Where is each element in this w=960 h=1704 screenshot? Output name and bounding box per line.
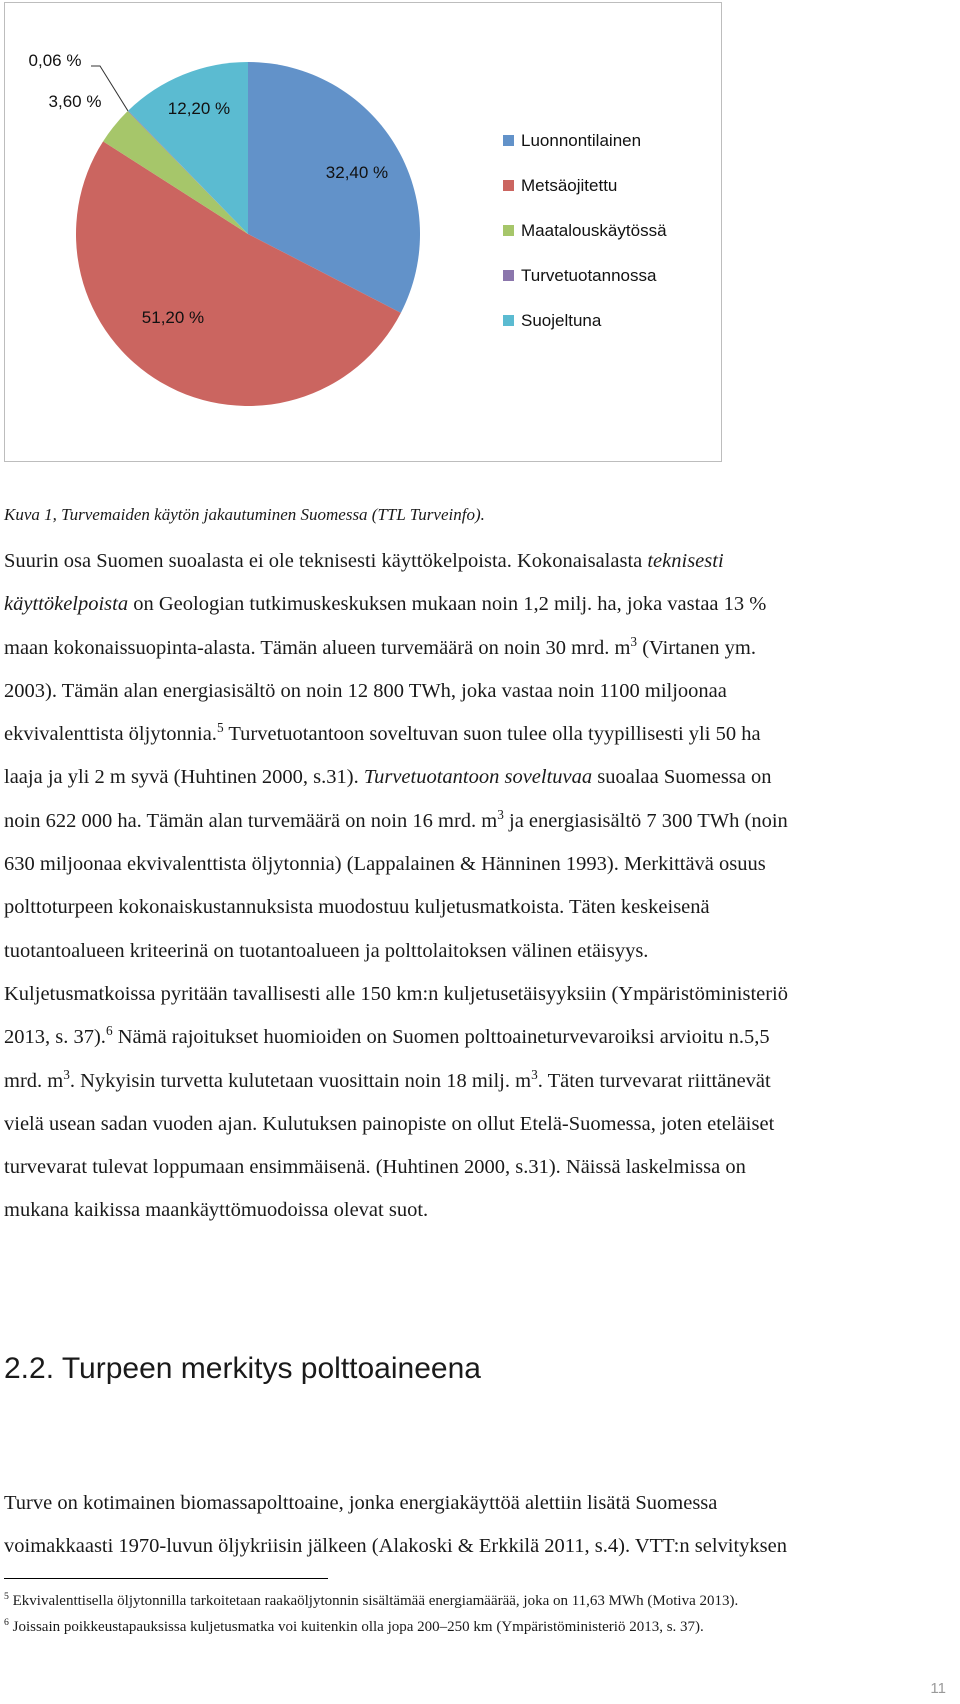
page-number: 11 [930,1680,946,1697]
legend-label-maatalouskäytössä: Maatalouskäytössä [521,221,667,240]
footnote-divider [4,1578,328,1579]
footnote-ref-6[interactable]: 6 [105,1023,113,1039]
data-label-turvetuotannossa: 0,06 % [28,51,82,70]
legend-swatch-suojeltuna [503,315,514,326]
paragraph-peat-fuel: Turve on kotimainen biomassapolttoaine, jonka energiakäyttöä alettiin lisätä Suomessa voimakkaasti 1970-luvun öljykriisin jälkeen (Alakoski & Erkkilä 2011, s.4). VTT:n selvityksen [4,1492,787,1558]
legend-swatch-maatalouskäytössä [503,225,514,236]
legend-label-turvetuotannossa: Turvetuotannossa [521,266,657,285]
legend-label-luonnontilainen: Luonnontilainen [521,131,642,150]
legend-label-suojeltuna: Suojeltuna [521,311,602,330]
pie-chart [4,2,722,462]
legend-swatch-luonnontilainen [503,135,514,146]
footnote-5: $^5$ Ekvivalenttisella öljytonnilla tarkoitetaan raakaöljytonnin sisältämää energiamäärää, joka on 11,63 MWh (Motiva 2013). [4,1591,739,1609]
data-label-suojeltuna: 12,20 % [167,99,231,118]
paragraph-peat-resources: Suurin osa Suomen suoalasta ei ole teknisesti käyttökelpoista. Kokonaisalasta teknisesti käyttökelpoista on Geologian tutkimuskeskuksen mukaan noin 1,2 milj. ha, joka vastaa 13 % maan kokonaissuopinta-alasta. Tämän alueen turvemäärä on noin 30 mrd. $m^3$ (Virtanen ym. 2003). Tämän alan energiasisältö on noin 12 800 TWh, joka vastaa noin 1100 miljoonaa ekvivalenttista öljytonnia.$^5$ Turvetuotantoon soveltuvan suon tulee olla tyypillisesti yli 50 ha laaja ja yli 2 m syvä (Huhtinen 2000, s.31). Turvetuotantoon soveltuvaa suoalaa Suomessa on noin 622 000 ha. Tämän alan turvemäärä on noin 16 mrd. $m^3$ ja energiasisältö 7 300 TWh (noin 630 miljoonaa ekvivalenttista öljytonnia) (Lappalainen & Hänninen 1993). Merkittävä osuus polttoturpeen kokonaiskustannuksista muodostuu kuljetusmatkoista. Täten keskeisenä tuotantoalueen kriteerinä on tuotantoalueen ja polttolaitoksen välinen etäisyys. Kuljetusmatkoissa pyritään tavallisesti alle 150 km:n kuljetusetäisyyksiin (Ympäristöministeriö 2013, s. 37).$^6$ Nämä rajoitukset huomioiden on Suomen polttoaineturvevaroiksi arvioitu n.5,5 mrd. $m^3$. Nykyisin turvetta kulutetaan vuosittain noin 18 milj. $m^3$. Täten turvevarat riittänevät vielä usean sadan vuoden ajan. Kulutuksen painopiste on ollut Etelä-Suomessa, joten eteläiset turvevarat tulevat loppumaan ensimmäisenä. (Huhtinen 2000, s.31). Näissä laskelmissa on mukana kaikissa maankäyttömuodoissa olevat suot. [4,550,789,1222]
legend-swatch-turvetuotannossa [503,270,514,281]
footnote-ref-5[interactable]: 5 [216,720,224,736]
data-label-luonnontilainen: 32,40 % [325,163,389,182]
figure-caption: Kuva 1, Turvemaiden käytön jakautuminen Suomessa (TTL Turveinfo). [4,505,485,524]
legend-swatch-metsäojitettu [503,180,514,191]
footnote-6: $^6$ Joissain poikkeustapauksissa kuljetusmatka voi kuitenkin olla jopa 200–250 km (Ympäristöministeriö 2013, s. 37). [4,1617,704,1635]
data-label-metsäojitettu: 51,20 % [141,308,205,327]
legend-label-metsäojitettu: Metsäojitettu [521,176,618,195]
footnotes [4,1588,738,1640]
pie-chart-svg [5,3,723,463]
section-heading: 2.2. Turpeen merkitys polttoaineena [4,1352,481,1385]
data-label-maatalouskäytössä: 3,60 % [48,92,102,111]
